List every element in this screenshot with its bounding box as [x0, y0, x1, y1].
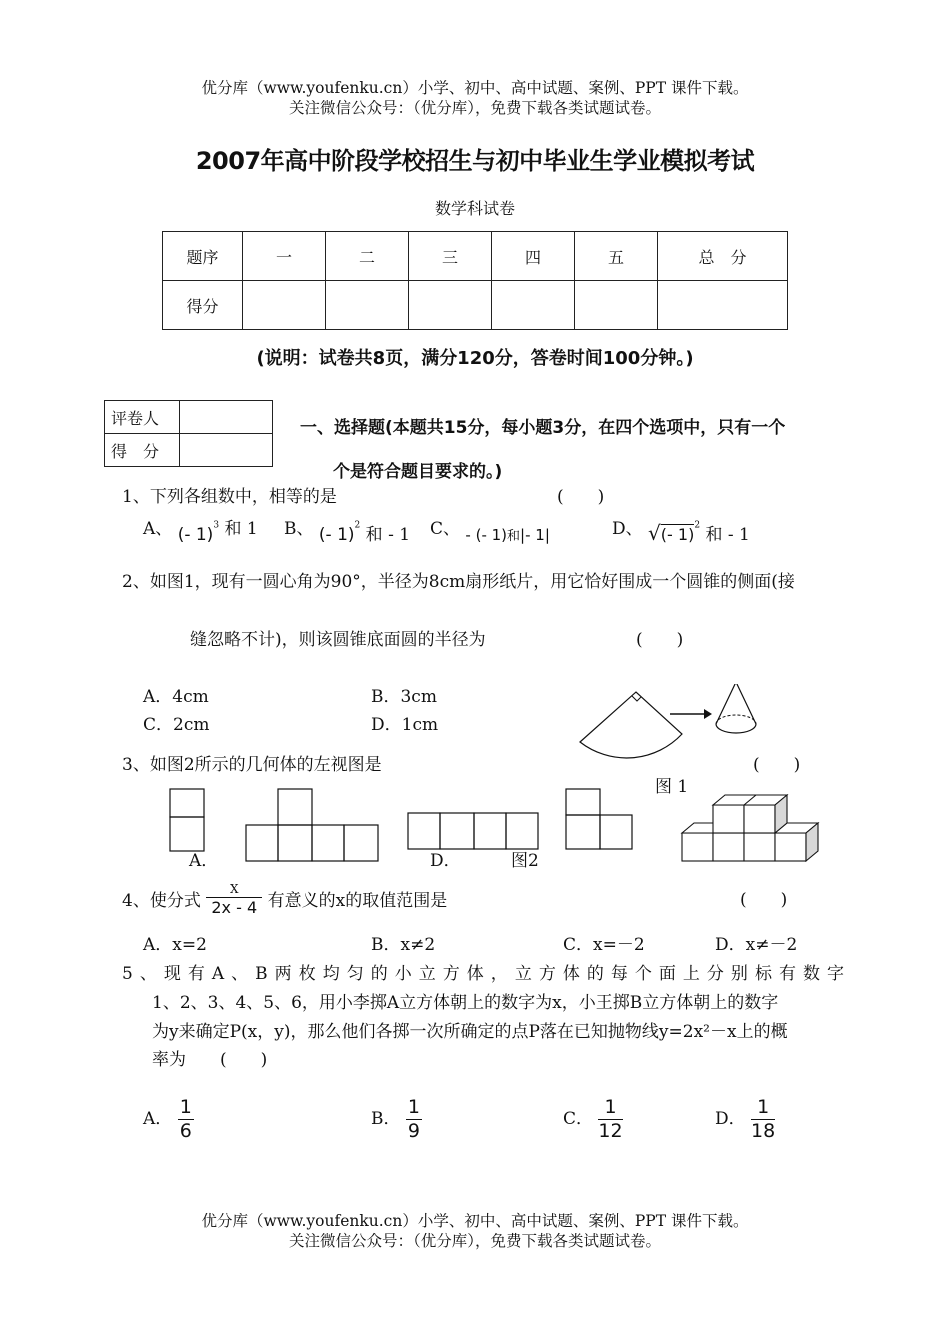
- q3-option-d-figure[interactable]: [566, 789, 632, 849]
- score-table-header-row: [163, 232, 788, 281]
- option-label: B．: [371, 1109, 401, 1129]
- q1-b-sup: 2: [354, 520, 361, 531]
- exam-subtitle: 数学科试卷: [434, 199, 515, 218]
- arrow-head-icon: [704, 709, 712, 719]
- option-label: A、: [143, 519, 173, 539]
- q5-line3: 为y来确定P(x，y)，那么他们各掷一次所确定的点P落在已知抛物线y=2x²－x上的概: [152, 1022, 788, 1042]
- cone-base-back: [716, 715, 756, 724]
- q3-option-a-figure[interactable]: [170, 789, 204, 851]
- fraction-numerator: 1: [598, 1098, 622, 1120]
- q4-stem-post: 有意义的x的取值范围是: [267, 891, 448, 911]
- q1-option-d[interactable]: [612, 514, 750, 545]
- figure-2-label: 图2: [511, 851, 539, 871]
- q4-option-b[interactable]: B．x≠2: [371, 935, 436, 955]
- q4-stem: [122, 882, 448, 918]
- score-cell[interactable]: [575, 281, 658, 330]
- fraction-denominator: 18: [751, 1120, 776, 1142]
- q1-d-sup: 2: [694, 520, 701, 531]
- q2-option-c[interactable]: C．2cm: [143, 715, 210, 735]
- q4-fraction: [206, 883, 262, 916]
- q1-b-tail: 和 - 1: [365, 525, 411, 545]
- q1-a-sup: 3: [213, 520, 220, 531]
- score-table: [162, 231, 788, 330]
- fraction-denominator: 9: [407, 1120, 420, 1142]
- score-cell[interactable]: [658, 281, 788, 330]
- figure-2-cubes: [682, 795, 818, 861]
- q1-stem: 1、下列各组数中，相等的是: [122, 487, 337, 507]
- q1-d-expr: (- 1): [660, 525, 695, 544]
- score-table-header-cell: 二: [326, 232, 409, 281]
- score-cell[interactable]: [409, 281, 492, 330]
- q1-option-a[interactable]: [143, 514, 258, 545]
- q1-c-expr: - (- 1): [465, 526, 508, 544]
- q1-a-expr: (- 1): [177, 525, 214, 545]
- q3-stem: 3、如图2所示的几何体的左视图是: [122, 755, 382, 775]
- q1-b-expr: (- 1): [318, 525, 355, 545]
- figure-1-sector-cone: [570, 684, 810, 794]
- instructions: (说明：试卷共8页，满分120分，答卷时间100分钟。): [256, 348, 694, 369]
- cone-right-edge: [736, 684, 756, 724]
- grader-box: [104, 400, 273, 467]
- q2-line1: 2、如图1，现有一圆心角为90°，半径为8cm扇形纸片，用它恰好围成一个圆锥的侧面(接: [122, 572, 795, 592]
- fraction-numerator: 1: [179, 1096, 192, 1118]
- footer-line-1: 优分库（www.youfenku.cn）小学、初中、高中试题、案例、PPT 课件下载。: [201, 1212, 749, 1230]
- q3-option-b-figure[interactable]: [246, 789, 378, 861]
- score-table-header-cell: 四: [492, 232, 575, 281]
- q2-line2: 缝忽略不计)，则该圆锥底面圆的半径为: [190, 630, 486, 650]
- q1-d-tail: 和 - 1: [705, 525, 750, 545]
- grader-score-label: 得 分: [105, 434, 180, 467]
- q3-option-a-label: A．: [189, 851, 219, 871]
- score-cell[interactable]: [326, 281, 409, 330]
- q1-option-b[interactable]: [284, 514, 411, 545]
- q1-c-abs: |- 1|: [520, 526, 550, 544]
- score-table-score-row: [163, 281, 788, 330]
- q5-a-fraction: [178, 1098, 194, 1141]
- figure-1-label: 图 1: [655, 777, 689, 797]
- section-1-title-line1: 一、选择题(本题共15分，每小题3分，在四个选项中，只有一个: [300, 418, 786, 438]
- score-table-header-cell: 三: [409, 232, 492, 281]
- right-angle-mark: [632, 696, 641, 701]
- q3-option-d-label: D．: [430, 851, 461, 871]
- fraction-numerator: 1: [751, 1098, 775, 1120]
- option-label: B、: [284, 519, 314, 539]
- q5-line4: 率为 ( ): [152, 1050, 268, 1070]
- q1-a-tail: 和 1: [224, 519, 258, 539]
- q1-option-c[interactable]: [430, 514, 550, 544]
- fraction-denominator: 12: [598, 1120, 623, 1142]
- fraction-denominator: 6: [179, 1120, 192, 1142]
- score-table-header-cell: 一: [243, 232, 326, 281]
- sector-shape: [580, 692, 682, 758]
- header-line-1: 优分库（www.youfenku.cn）小学、初中、高中试题、案例、PPT 课件下载。: [201, 79, 749, 97]
- q1-c-mid: 和: [507, 529, 521, 544]
- q3-paren: ( ): [753, 755, 801, 775]
- q5-b-fraction: [406, 1098, 422, 1141]
- grader-label: 评卷人: [105, 401, 180, 434]
- q5-option-c[interactable]: [563, 1098, 623, 1141]
- q2-option-b[interactable]: B．3cm: [371, 687, 437, 707]
- cone-base-front: [716, 724, 756, 733]
- q4-option-d[interactable]: D．x≠－2: [715, 935, 798, 955]
- section-1-title-line2: 个是符合题目要求的。): [333, 462, 503, 482]
- option-label: C、: [430, 519, 461, 539]
- fraction-numerator: 1: [407, 1096, 420, 1118]
- sqrt-icon: √: [648, 521, 661, 545]
- score-table-header-cell: 总 分: [658, 232, 788, 281]
- q1-paren: ( ): [557, 487, 605, 507]
- option-label: A．: [143, 1109, 173, 1129]
- q5-option-a[interactable]: [143, 1098, 194, 1141]
- grader-score-value[interactable]: [180, 434, 273, 467]
- q5-d-fraction: [751, 1098, 775, 1141]
- option-label: D．: [715, 1109, 746, 1129]
- option-label: D、: [612, 519, 643, 539]
- exam-title: 2007年高中阶段学校招生与初中毕业生学业模拟考试: [195, 147, 755, 175]
- footer-line-2: 关注微信公众号：（优分库），免费下载各类试题试卷。: [288, 1232, 661, 1250]
- option-label: C．: [563, 1109, 594, 1129]
- score-table-header-cell: 题序: [163, 232, 243, 281]
- score-table-header-cell: 五: [575, 232, 658, 281]
- q3-figures: [160, 785, 840, 865]
- q4-option-c[interactable]: C．x=－2: [563, 935, 645, 955]
- q5-c-fraction: [598, 1098, 622, 1141]
- score-cell[interactable]: [243, 281, 326, 330]
- q2-option-a[interactable]: A．4cm: [143, 687, 209, 707]
- q4-option-a[interactable]: A．x=2: [143, 935, 207, 955]
- q4-paren: ( ): [740, 890, 788, 910]
- q4-numerator: X: [206, 883, 262, 898]
- q5-line2: 1、2、3、4、5、6，用小李掷A立方体朝上的数字为x，小王掷B立方体朝上的数字: [152, 993, 779, 1013]
- score-row-label: 得分: [163, 281, 243, 330]
- q5-option-b[interactable]: [371, 1098, 422, 1141]
- q4-denominator: 2x - 4: [211, 898, 258, 917]
- q2-option-d[interactable]: D．1cm: [371, 715, 439, 735]
- cone-left-edge: [716, 684, 736, 724]
- q5-option-d[interactable]: [715, 1098, 775, 1141]
- q2-paren: ( ): [636, 630, 684, 650]
- header-line-2: 关注微信公众号：（优分库），免费下载各类试题试卷。: [288, 99, 661, 117]
- q4-stem-pre: 4、使分式: [122, 891, 201, 911]
- q3-option-c-figure[interactable]: [408, 813, 538, 849]
- q5-line1: 5、现有A、B两枚均匀的小立方体，立方体的每个面上分别标有数字: [122, 964, 846, 984]
- score-cell[interactable]: [492, 281, 575, 330]
- grader-value[interactable]: [180, 401, 273, 434]
